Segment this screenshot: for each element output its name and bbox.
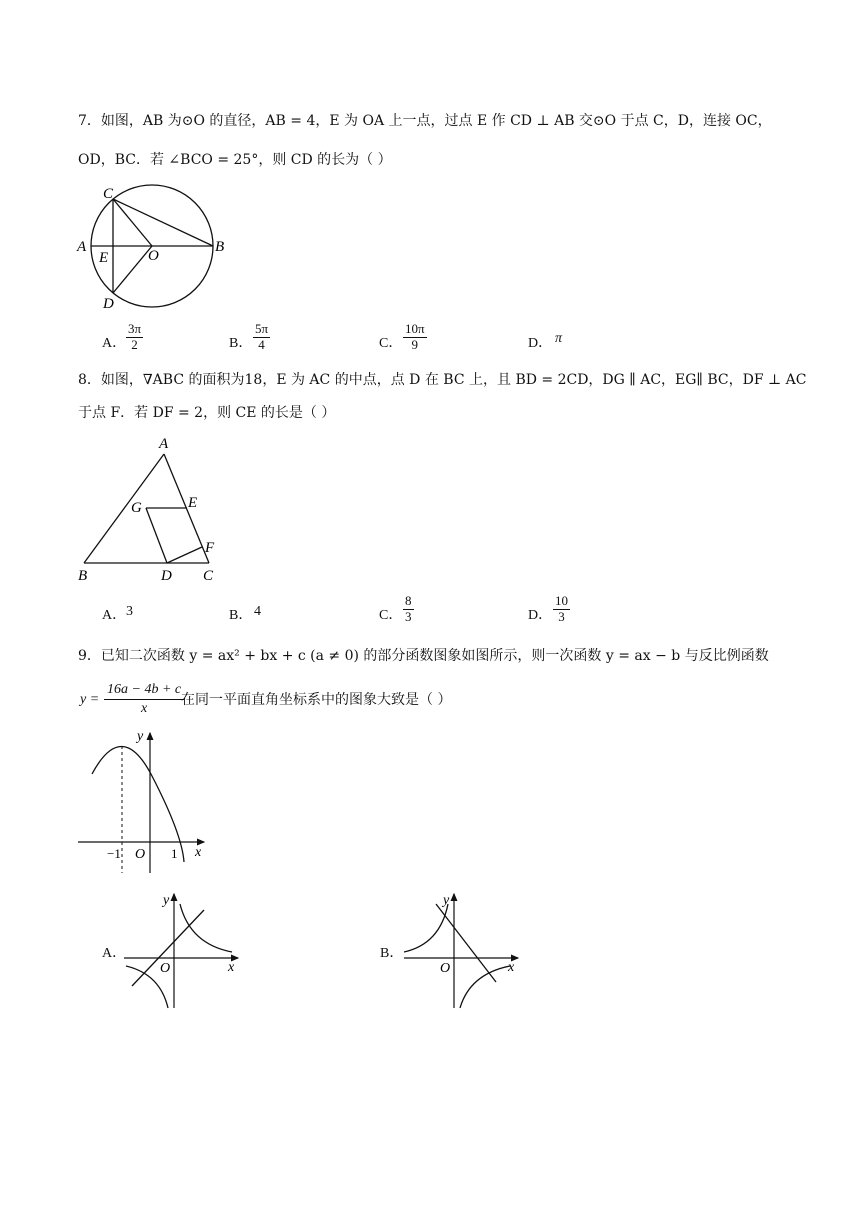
- label-d: D: [103, 296, 114, 312]
- q8-text-line2: 于点 F．若 DF = 2，则 CE 的长是（ ）: [78, 405, 336, 421]
- label-y: y: [443, 893, 450, 908]
- q8-option-a-value: 3: [126, 604, 133, 619]
- label-o: O: [148, 248, 159, 264]
- q8-option-b-label: B．: [229, 608, 253, 623]
- q9-line2-suffix: 在同一平面直角坐标系中的图象大致是（ ）: [181, 692, 452, 708]
- label-1: 1: [171, 846, 178, 861]
- q9-option-b-label: B．: [380, 946, 404, 961]
- q7-option-b-label: B．: [229, 336, 253, 351]
- label-o: O: [135, 847, 146, 862]
- label-d: D: [161, 568, 172, 582]
- q8-option-d-fraction: $\frac{10}{3}$: [555, 593, 568, 624]
- label-b: B: [215, 239, 225, 255]
- label-y: y: [137, 729, 144, 744]
- label-c: C: [103, 186, 114, 202]
- q9-option-a-graph: [120, 890, 250, 1010]
- parabola-curve: [92, 746, 184, 862]
- label-x: x: [228, 960, 235, 975]
- label-f: F: [205, 540, 215, 556]
- q8-text-line1: 8．如图，∇ABC 的面积为18，E 为 AC 的中点，点 D 在 BC 上，且 BD = 2CD，DG ∥ AC，EG∥ BC，DF ⊥ AC: [78, 372, 807, 388]
- q7-text-line2: OD，BC．若 ∠BCO = 25°，则 CD 的长为（ ）: [78, 152, 392, 168]
- q7-text-line1: 7．如图，AB 为⊙O 的直径，AB = 4，E 为 OA 上一点，过点 E 作 CD ⊥ AB 交⊙O 于点 C，D，连接 OC，: [78, 113, 772, 129]
- q7-option-d-value: π: [555, 331, 563, 346]
- q7-option-c-fraction: $\frac{10\pi}{9}$: [405, 321, 425, 352]
- label-x: x: [508, 960, 515, 975]
- label-y: y: [163, 893, 170, 908]
- label-e: E: [99, 250, 109, 266]
- label-a: A: [159, 436, 169, 452]
- label-o: O: [440, 961, 451, 976]
- segment-oc: [113, 199, 152, 246]
- label-a: A: [77, 239, 87, 255]
- q7-option-b-fraction: $\frac{5\pi}{4}$: [255, 321, 269, 352]
- q9-parabola-graph: [76, 728, 216, 876]
- segment-od: [113, 246, 152, 293]
- q9-text-line1: 9．已知二次函数 y = ax² + bx + c (a ≠ 0) 的部分函数图象如图所示，则一次函数 y = ax − b 与反比例函数: [78, 648, 769, 664]
- label-x: x: [195, 845, 202, 860]
- label-neg1: −1: [107, 846, 121, 861]
- q9-option-a-label: A．: [102, 946, 127, 961]
- q7-circle-figure: [76, 184, 236, 314]
- label-g: G: [131, 500, 142, 516]
- q8-option-a-label: A．: [102, 608, 127, 623]
- q7-option-a-fraction: $\frac{3\pi}{2}$: [128, 321, 142, 352]
- q8-option-d-label: D．: [528, 608, 553, 623]
- q7-option-d-label: D．: [528, 336, 553, 351]
- q8-triangle-figure: [74, 432, 234, 582]
- q9-line2-prefix: y =: [80, 692, 100, 707]
- label-e: E: [188, 495, 198, 511]
- label-o: O: [160, 961, 171, 976]
- q8-option-c-fraction: $\frac{8}{3}$: [405, 593, 412, 624]
- q7-option-a-label: A．: [102, 336, 127, 351]
- segment-df: [167, 547, 202, 563]
- q8-option-c-label: C．: [379, 608, 403, 623]
- segment-gd: [146, 508, 167, 563]
- label-b: B: [78, 568, 88, 582]
- label-c: C: [203, 568, 214, 582]
- q9-line2-fraction: $\frac{16a - 4b + c}{x}$: [104, 681, 184, 718]
- hyperbola-branch-q4: [460, 966, 510, 1008]
- q7-option-c-label: C．: [379, 336, 403, 351]
- q8-option-b-value: 4: [254, 604, 261, 619]
- q9-option-b-graph: [400, 890, 530, 1010]
